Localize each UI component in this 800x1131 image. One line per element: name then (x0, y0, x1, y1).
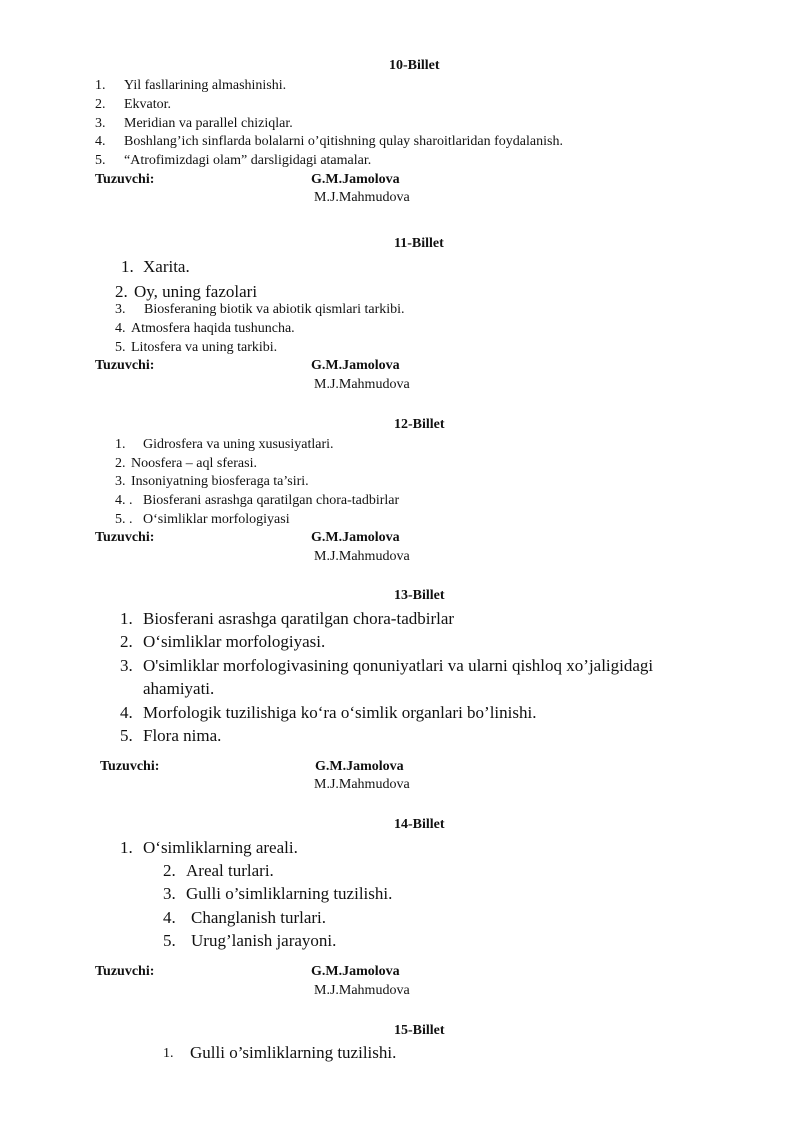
list-item: Changlanish turlari. (191, 908, 327, 927)
item-number: 3. (163, 884, 176, 903)
item-number: 5. (95, 153, 106, 168)
list-item: Biosferani asrashga qaratilgan chora-tadbirlar (143, 493, 400, 508)
item-number: 1. (163, 1046, 174, 1061)
ticket-title: 12-Billet (394, 417, 445, 432)
item-number: 4. (120, 703, 133, 722)
author-secondary: M.J.Mahmudova (314, 777, 410, 792)
author-secondary: M.J.Mahmudova (314, 983, 410, 998)
list-item: Areal turlari. (186, 861, 274, 880)
list-item: Ekvator. (124, 97, 172, 112)
item-number: 3. (120, 656, 133, 675)
list-item: Noosfera – aql sferasi. (131, 456, 257, 471)
list-item: Xarita. (143, 257, 190, 276)
ticket-title: 10-Billet (389, 58, 440, 73)
list-item: “Atrofimizdagi olam” darsligidagi atamalar. (124, 153, 372, 168)
list-item: Oy, uning fazolari (134, 282, 258, 301)
item-number: 5. . (115, 512, 133, 527)
item-number: 3. (115, 474, 126, 489)
list-item: Atmosfera haqida tushuncha. (131, 321, 295, 336)
item-number: 2. (163, 861, 176, 880)
list-item: Gidrosfera va uning xususiyatlari. (143, 437, 334, 452)
compiler-label: Tuzuvchi: (95, 964, 155, 979)
list-item: Flora nima. (143, 726, 222, 745)
item-number: 5. (163, 931, 176, 950)
item-number: 1. (120, 838, 133, 857)
list-item: O‘simliklarning areali. (143, 838, 298, 857)
item-number: 4. (163, 908, 176, 927)
compiler-label: Tuzuvchi: (100, 759, 160, 774)
list-item-continuation: ahamiyati. (143, 679, 215, 698)
item-number: 5. (115, 340, 126, 355)
author-primary: G.M.Jamolova (311, 964, 400, 979)
author-secondary: M.J.Mahmudova (314, 190, 410, 205)
list-item: Insoniyatning biosferaga ta’siri. (131, 474, 309, 489)
author-primary: G.M.Jamolova (311, 172, 400, 187)
author-secondary: M.J.Mahmudova (314, 549, 410, 564)
ticket-title: 13-Billet (394, 588, 445, 603)
list-item: O'simliklar morfologivasining qonuniyatlari va ularni qishloq xo’jaligidagi (143, 656, 654, 675)
list-item: O‘simliklar morfologiyasi. (143, 632, 326, 651)
list-item: Gulli o’simliklarning tuzilishi. (190, 1043, 397, 1062)
list-item: Biosferani asrashga qaratilgan chora-tadbirlar (143, 609, 455, 628)
item-number: 1. (121, 257, 134, 276)
item-number: 3. (115, 302, 126, 317)
item-number: 1. (95, 78, 106, 93)
compiler-label: Tuzuvchi: (95, 530, 155, 545)
author-secondary: M.J.Mahmudova (314, 377, 410, 392)
item-number: 5. (120, 726, 133, 745)
author-primary: G.M.Jamolova (311, 530, 400, 545)
item-number: 2. (115, 456, 126, 471)
list-item: O‘simliklar morfologiyasi (143, 512, 290, 527)
list-item: Boshlang’ich sinflarda bolalarni o’qitishning qulay sharoitlaridan foydalanish. (124, 134, 563, 149)
list-item: Yil fasllarining almashinishi. (124, 78, 287, 93)
list-item: Gulli o’simliklarning tuzilishi. (186, 884, 393, 903)
item-number: 4. (115, 321, 126, 336)
item-number: 4. (95, 134, 106, 149)
ticket-title: 11-Billet (394, 236, 444, 251)
list-item: Litosfera va uning tarkibi. (131, 340, 278, 355)
list-item: Urug’lanish jarayoni. (191, 931, 337, 950)
item-number: 1. (120, 609, 133, 628)
compiler-label: Tuzuvchi: (95, 172, 155, 187)
author-primary: G.M.Jamolova (315, 759, 404, 774)
ticket-title: 15-Billet (394, 1023, 445, 1038)
compiler-label: Tuzuvchi: (95, 358, 155, 373)
list-item: Morfologik tuzilishiga ko‘ra o‘simlik organlari bo’linishi. (143, 703, 537, 722)
item-number: 2. (120, 632, 133, 651)
item-number: 1. (115, 437, 126, 452)
item-number: 2. (95, 97, 106, 112)
item-number: 3. (95, 116, 106, 131)
ticket-title: 14-Billet (394, 817, 445, 832)
item-number: 4. . (115, 493, 133, 508)
list-item: Biosferaning biotik va abiotik qismlari tarkibi. (144, 302, 405, 317)
item-number: 2. (115, 282, 128, 301)
author-primary: G.M.Jamolova (311, 358, 400, 373)
list-item: Meridian va parallel chiziqlar. (124, 116, 293, 131)
